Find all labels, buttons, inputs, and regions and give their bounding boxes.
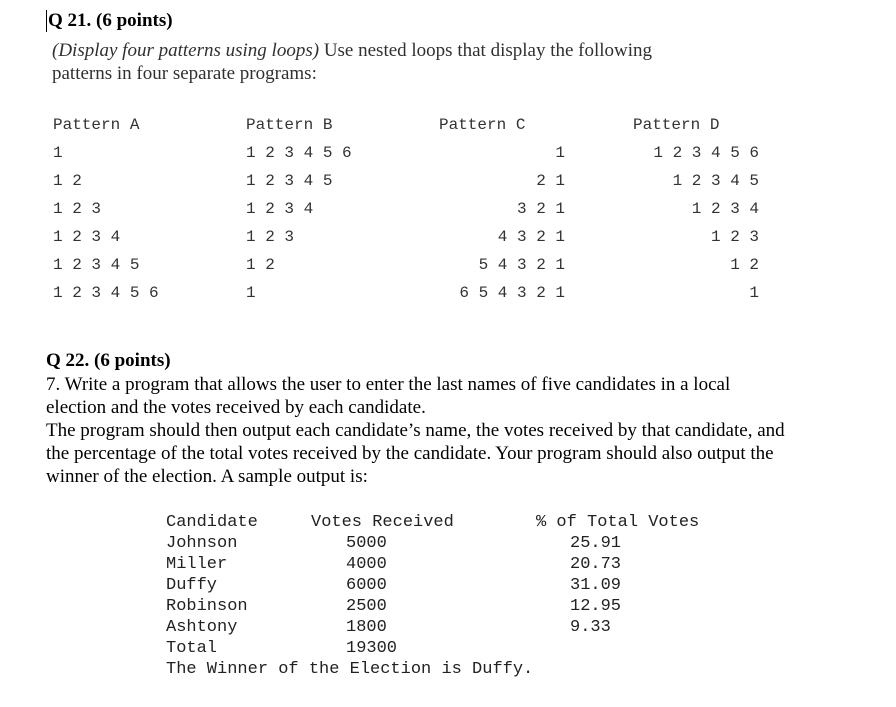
pattern-title: Pattern C xyxy=(439,116,526,134)
pattern-row: 1 2 3 4 5 6 xyxy=(246,144,352,162)
q22-instructions xyxy=(46,373,785,488)
q21-intro-rest: Use nested loops that display the following xyxy=(319,40,653,61)
pattern-row: 4 3 2 1 xyxy=(497,228,565,246)
pattern-row: 3 2 1 xyxy=(516,200,565,218)
candidate-name: Johnson xyxy=(166,534,238,553)
sample-row xyxy=(166,533,726,554)
pattern-row: 1 2 xyxy=(730,256,759,274)
pattern-row: 5 4 3 2 1 xyxy=(478,256,565,274)
candidate-votes: 5000 xyxy=(346,534,387,553)
q22-heading: Q 22. (6 points) xyxy=(46,350,171,371)
sample-row xyxy=(166,596,726,617)
pattern-row: 1 2 xyxy=(246,256,275,274)
q21-intro-emphasis: (Display four patterns using loops) xyxy=(52,40,320,61)
pattern-row: 1 2 3 4 xyxy=(691,200,759,218)
header-votes: Votes Received xyxy=(311,513,454,532)
pattern-b xyxy=(246,111,426,307)
pattern-title: Pattern A xyxy=(53,116,140,134)
sample-row xyxy=(166,617,726,638)
pattern-row: 1 2 3 4 5 6 xyxy=(653,144,759,162)
pattern-a xyxy=(53,111,233,307)
pattern-title: Pattern D xyxy=(633,116,720,134)
sample-row xyxy=(166,575,726,596)
q22-instructions-line: winner of the election. A sample output is: xyxy=(46,466,368,487)
sample-header-row xyxy=(166,512,726,533)
total-label: Total xyxy=(166,639,218,658)
q22-instructions-line: the percentage of the total votes received by the candidate. Your program should also output the xyxy=(46,443,774,464)
candidate-percent: 25.91 xyxy=(570,534,622,553)
q21-instructions-line-2: patterns in four separate programs: xyxy=(52,63,317,84)
pattern-row: 1 2 3 xyxy=(710,228,759,246)
q22-instructions-line: election and the votes received by each candidate. xyxy=(46,397,426,418)
sample-output xyxy=(166,512,726,680)
pattern-row: 1 2 3 xyxy=(246,228,295,246)
candidate-percent: 9.33 xyxy=(570,618,611,637)
total-votes: 19300 xyxy=(346,639,398,658)
pattern-d xyxy=(633,111,759,307)
pattern-row: 1 2 3 4 5 xyxy=(246,172,333,190)
q22-instructions-line: The program should then output each candidate’s name, the votes received by that candidate, and xyxy=(46,420,785,441)
pattern-row: 1 xyxy=(555,144,565,162)
q21-instructions xyxy=(52,39,652,85)
pattern-row: 1 xyxy=(246,284,256,302)
pattern-row: 1 2 3 4 5 xyxy=(672,172,759,190)
q21-heading: Q 21. (6 points) xyxy=(48,10,173,31)
pattern-row: 1 2 3 4 5 xyxy=(53,256,140,274)
candidate-votes: 1800 xyxy=(346,618,387,637)
candidate-votes: 2500 xyxy=(346,597,387,616)
pattern-row: 1 2 3 xyxy=(53,200,102,218)
pattern-c xyxy=(439,111,565,307)
header-candidate: Candidate xyxy=(166,513,258,532)
q21-instructions-line-1 xyxy=(52,39,652,62)
candidate-percent: 12.95 xyxy=(570,597,622,616)
text-cursor xyxy=(46,10,47,32)
pattern-row: 1 2 3 4 xyxy=(53,228,121,246)
candidate-votes: 6000 xyxy=(346,576,387,595)
pattern-row: 1 2 xyxy=(53,172,82,190)
header-percent: % of Total Votes xyxy=(536,513,700,532)
pattern-row: 2 1 xyxy=(536,172,565,190)
candidate-name: Ashtony xyxy=(166,618,238,637)
sample-total-row xyxy=(166,638,726,659)
candidate-name: Robinson xyxy=(166,597,248,616)
candidate-name: Miller xyxy=(166,555,228,574)
candidate-percent: 20.73 xyxy=(570,555,622,574)
q22-instructions-line: 7. Write a program that allows the user to enter the last names of five candidates in a local xyxy=(46,374,731,395)
candidate-name: Duffy xyxy=(166,576,218,595)
pattern-row: 1 2 3 4 5 6 xyxy=(53,284,159,302)
sample-row xyxy=(166,554,726,575)
pattern-row: 1 2 3 4 xyxy=(246,200,314,218)
pattern-row: 6 5 4 3 2 1 xyxy=(459,284,565,302)
pattern-row: 1 xyxy=(749,284,759,302)
pattern-title: Pattern B xyxy=(246,116,333,134)
candidate-percent: 31.09 xyxy=(570,576,622,595)
winner-line: The Winner of the Election is Duffy. xyxy=(166,660,534,679)
pattern-row: 1 xyxy=(53,144,63,162)
candidate-votes: 4000 xyxy=(346,555,387,574)
